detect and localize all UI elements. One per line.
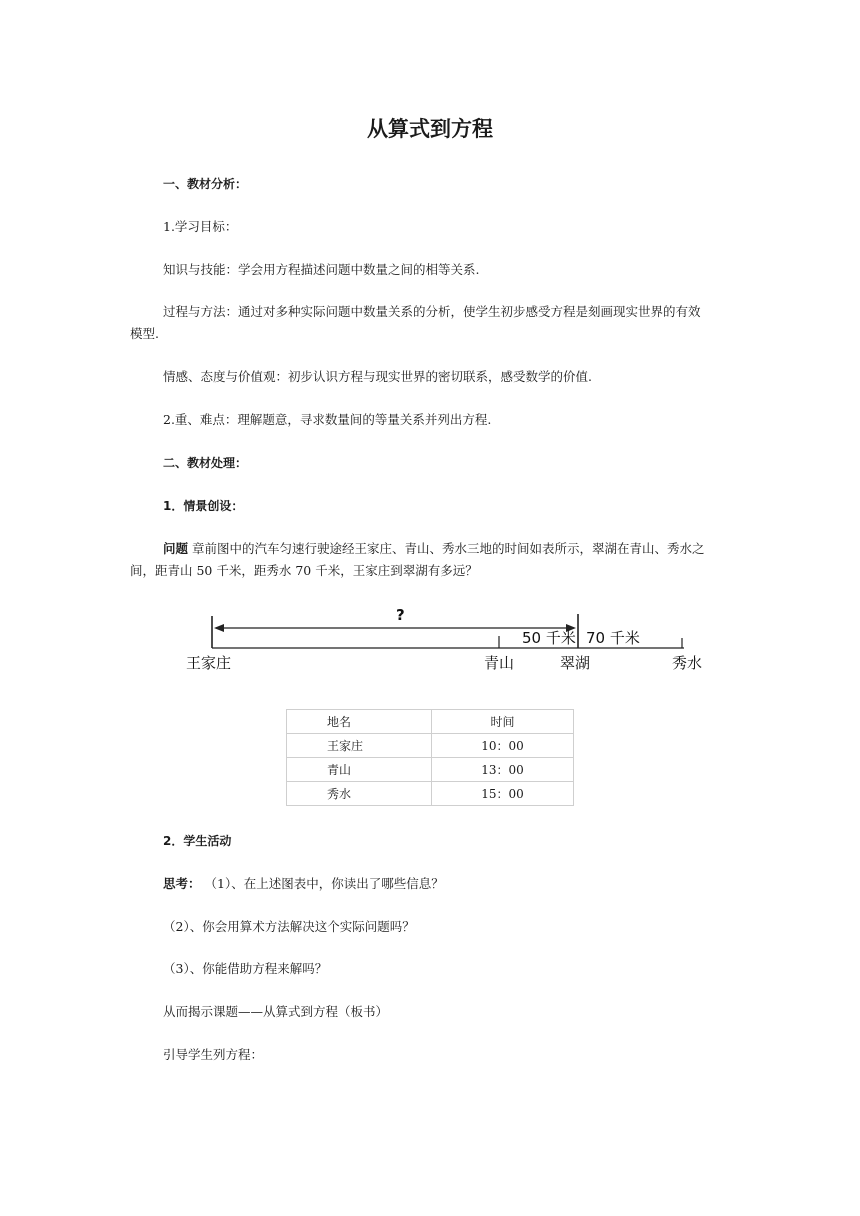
- place-xiushui: 秀水: [672, 654, 703, 672]
- place-qingshan: 青山: [484, 654, 515, 672]
- unknown-distance-label: ?: [396, 606, 405, 624]
- distance-diagram: [180, 600, 720, 680]
- arrow-head-left: [214, 624, 224, 632]
- distance-diagram-svg: [180, 600, 720, 680]
- place-cuihu: 翠湖: [560, 654, 591, 672]
- problem-label: 问题: [163, 541, 189, 556]
- learning-goals-label: 1.学习目标：: [163, 219, 238, 234]
- table-cell-time: 13：00: [432, 758, 574, 782]
- knowledge-skills-text: 知识与技能：学会用方程描述问题中数量之间的相等关系.: [163, 262, 480, 277]
- emotion-values-text: 情感、态度与价值观：初步认识方程与现实世界的密切联系，感受数学的价值.: [163, 369, 592, 384]
- guide-equation-text: 引导学生列方程：: [163, 1047, 264, 1062]
- process-method-text-cont: 模型.: [130, 326, 159, 341]
- table-row: [287, 734, 574, 758]
- scenario-heading: 1．情景创设：: [163, 499, 244, 513]
- distance-50-label: 50 千米: [522, 629, 576, 647]
- think-line: [163, 873, 444, 895]
- section-heading-processing: 二、教材处理：: [163, 456, 248, 470]
- think-question-2: （2）、你会用算术方法解决这个实际问题吗？: [163, 919, 415, 934]
- table-cell-place: 青山: [287, 758, 432, 782]
- header-time: 时间: [432, 710, 574, 734]
- page-title: 从算式到方程: [367, 117, 493, 141]
- problem-line-1: [163, 538, 705, 560]
- key-points-text: 2.重、难点：理解题意，寻求数量间的等量关系并列出方程.: [163, 412, 492, 427]
- table-cell-place: 秀水: [287, 782, 432, 806]
- table-cell-time: 10：00: [432, 734, 574, 758]
- table-row: [287, 782, 574, 806]
- table-header-row: [287, 710, 574, 734]
- table-cell-place: 王家庄: [287, 734, 432, 758]
- time-table: [286, 709, 574, 806]
- reveal-topic-text: 从而揭示课题——从算式到方程（板书）: [163, 1004, 389, 1019]
- problem-text: 章前图中的汽车匀速行驶途经王家庄、青山、秀水三地的时间如表所示，翠湖在青山、秀水之: [192, 541, 705, 556]
- process-method-text: 过程与方法：通过对多种实际问题中数量关系的分析，使学生初步感受方程是刻画现实世界的有效: [163, 304, 701, 319]
- place-wangjiazhuang: 王家庄: [186, 654, 232, 672]
- think-label: 思考：: [163, 876, 201, 891]
- think-question-1: （1）、在上述图表中，你读出了哪些信息？: [204, 876, 444, 891]
- problem-line-2: 间，距青山 50 千米，距秀水 70 千米，王家庄到翠湖有多远？: [130, 563, 478, 578]
- distance-70-label: 70 千米: [586, 629, 640, 647]
- think-question-3: （3）、你能借助方程来解吗？: [163, 961, 328, 976]
- header-place: 地名: [287, 710, 432, 734]
- student-activity-heading: 2．学生活动: [163, 834, 232, 848]
- section-heading-analysis: 一、教材分析：: [163, 177, 248, 191]
- table-row: [287, 758, 574, 782]
- table-cell-time: 15：00: [432, 782, 574, 806]
